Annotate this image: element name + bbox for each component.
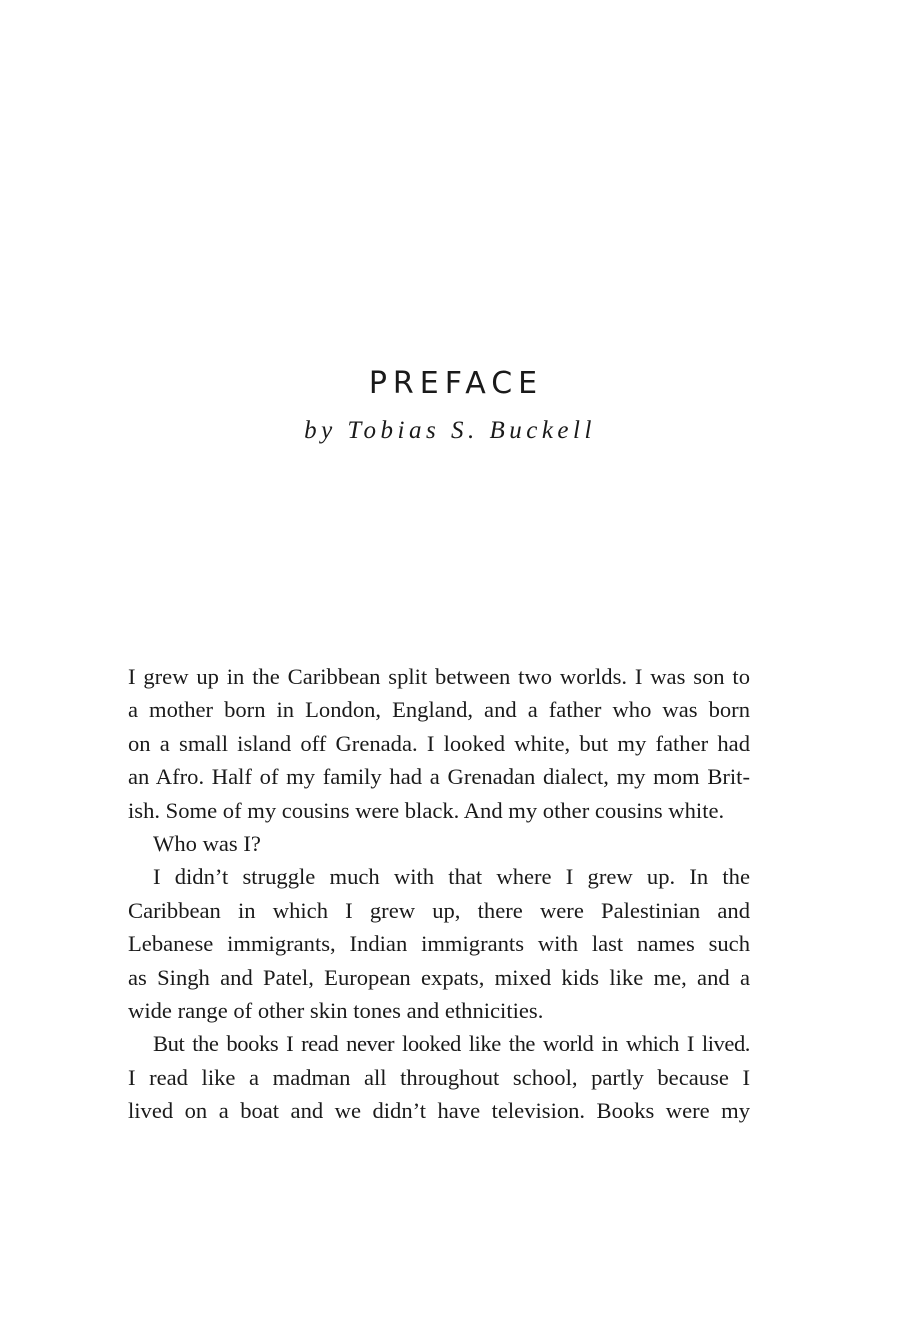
text-line: I read like a madman all throughout school, partly because I xyxy=(128,1064,750,1090)
text-line: I didn’t struggle much with that where I grew up. In the xyxy=(153,864,750,890)
text-line: an Afro. Half of my family had a Grenadan dialect, my mom Brit- xyxy=(128,764,750,790)
text-line: on a small island off Grenada. I looked white, but my father had xyxy=(128,730,750,756)
text-line: Caribbean in which I grew up, there were Palestinian and xyxy=(128,897,750,923)
text-line: Lebanese immigrants, Indian immigrants with last names such xyxy=(128,931,750,957)
chapter-title: PREFACE xyxy=(368,366,544,401)
text-line: a mother born in London, England, and a father who was born xyxy=(128,697,750,723)
text-line: But the books I read never looked like the world in which I lived. xyxy=(153,1031,750,1057)
text-line: as Singh and Patel, European expats, mixed kids like me, and a xyxy=(128,964,750,990)
text-line: ish. Some of my cousins were black. And my other cousins white. xyxy=(128,797,725,823)
text-line: wide range of other skin tones and ethnicities. xyxy=(128,997,544,1023)
text-line: I grew up in the Caribbean split between two worlds. I was son to xyxy=(128,664,750,689)
body-text xyxy=(128,660,750,1127)
text-line: Who was I? xyxy=(153,830,261,856)
chapter-byline: by Tobias S. Buckell xyxy=(304,417,596,444)
text-line: lived on a boat and we didn’t have television. Books were my xyxy=(128,1098,750,1124)
